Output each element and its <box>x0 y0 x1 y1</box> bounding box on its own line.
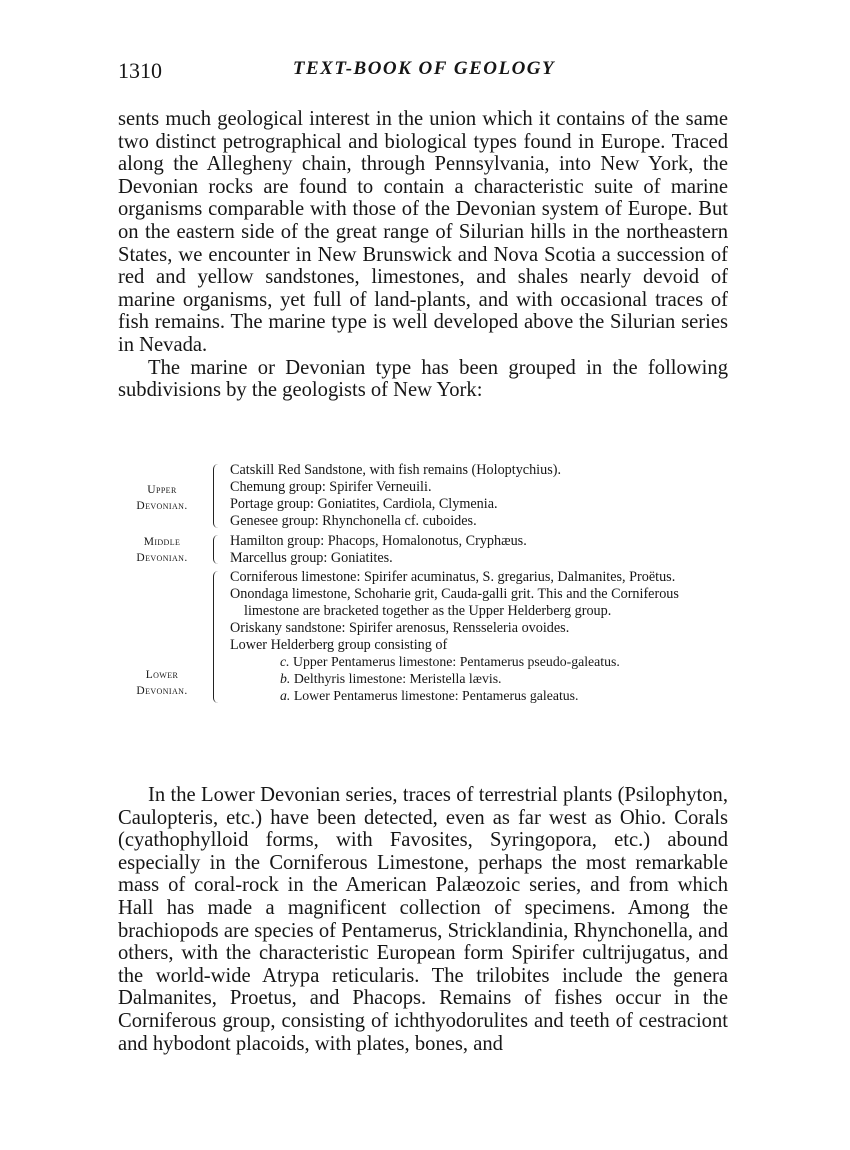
group-label: Upper Devonian. <box>136 484 188 512</box>
brace-mark <box>213 571 221 702</box>
running-head <box>118 58 730 86</box>
brace-mark <box>213 464 221 528</box>
closing-paragraph: In the Lower Devonian series, traces of terrestrial plants (Psilophyton, Caulopteris, etc.) have been detected, even as far west as Ohio. Corals (cyathophylloid forms, with Favosites, Syringopora, etc.) abound especially in the Corniferous Limestone, perhaps the most remarkable mass of coral-rock in the American Palæozoic series, and from which Hall has made a magnificent collection of specimens. Among the brachiopods are species of Pentamerus, Stricklandinia, Rhynchonella, and others, with the characteristic European form Spirifer cultrijugatus, and the world-wide Atrypa reticularis. The trilobites include the genera Dalmanites, Proetus, and Phacops. Remains of fishes occur in the Corniferous group, consisting of ichthyodorulites and teeth of cestraciont and hybodont placoids, with plates, bones, and <box>118 784 728 1055</box>
group-label: Middle Devonian. <box>136 535 188 564</box>
table-entry: Portage group: Goniatites, Cardiola, Clymenia. <box>230 495 498 512</box>
closing-text <box>118 784 728 1055</box>
running-title: TEXT-BOOK OF GEOLOGY <box>292 58 556 79</box>
intro-paragraph-1: sents much geological interest in the union which it contains of the same two distinct petrographical and biological types found in Europe. Traced along the Allegheny chain, through Pennsylvania, into New York, the Devonian rocks are found to contain a characteristic suite of marine organisms comparable with those of the Devonian system of Europe. But on the eastern side of the great range of Silurian hills in the northeastern States, we encounter in New Brunswick and Nova Scotia a succession of red and yellow sandstones, limestones, and shales nearly devoid of marine organisms, yet full of land-plants, and with occasional traces of fish remains. The marine type is well developed above the Silurian series in Nevada. <box>118 108 728 356</box>
table-entry: Chemung group: Spirifer Verneuili. <box>230 478 432 495</box>
group-upper-devonian <box>116 462 732 530</box>
table-sub-entry: a. Lower Pentamerus limestone: Pentamerus galeatus. <box>280 687 579 703</box>
group-middle-devonian <box>116 533 732 567</box>
table-entry: Lower Helderberg group consisting of <box>230 637 448 654</box>
table-entry: Onondaga limestone, Schoharie grit, Cauda-galli grit. This and the Corniferous limestone are bracketed together as the Upper Helderberg group. <box>230 586 679 620</box>
brace-mark <box>213 535 221 565</box>
intro-paragraph-2: The marine or Devonian type has been grouped in the following subdivisions by the geologists of New York: <box>118 356 728 402</box>
table-entry: Marcellus group: Goniatites. <box>230 549 393 566</box>
table-entry: Genesee group: Rhynchonella cf. cuboides. <box>230 512 477 529</box>
table-entry: Oriskany sandstone: Spirifer arenosus, Rensseleria ovoides. <box>230 620 570 637</box>
table-sub-entry: c. Upper Pentamerus limestone: Pentamerus pseudo-galeatus. <box>280 653 620 669</box>
intro-text <box>118 108 728 402</box>
table-entry: Hamilton group: Phacops, Homalonotus, Cryphæus. <box>230 532 527 549</box>
page-number: 1310 <box>118 58 162 83</box>
table-entry: Catskill Red Sandstone, with fish remains (Holoptychius). <box>230 462 562 478</box>
table-entry: Corniferous limestone: Spirifer acuminatus, S. gregarius, Dalmanites, Proëtus. <box>230 569 676 586</box>
devonian-subdivisions-table <box>116 462 732 708</box>
group-lower-devonian <box>116 569 732 704</box>
table-sub-entry: b. Delthyris limestone: Meristella lævis. <box>280 670 502 686</box>
group-label: Lower Devonian. <box>136 669 188 698</box>
